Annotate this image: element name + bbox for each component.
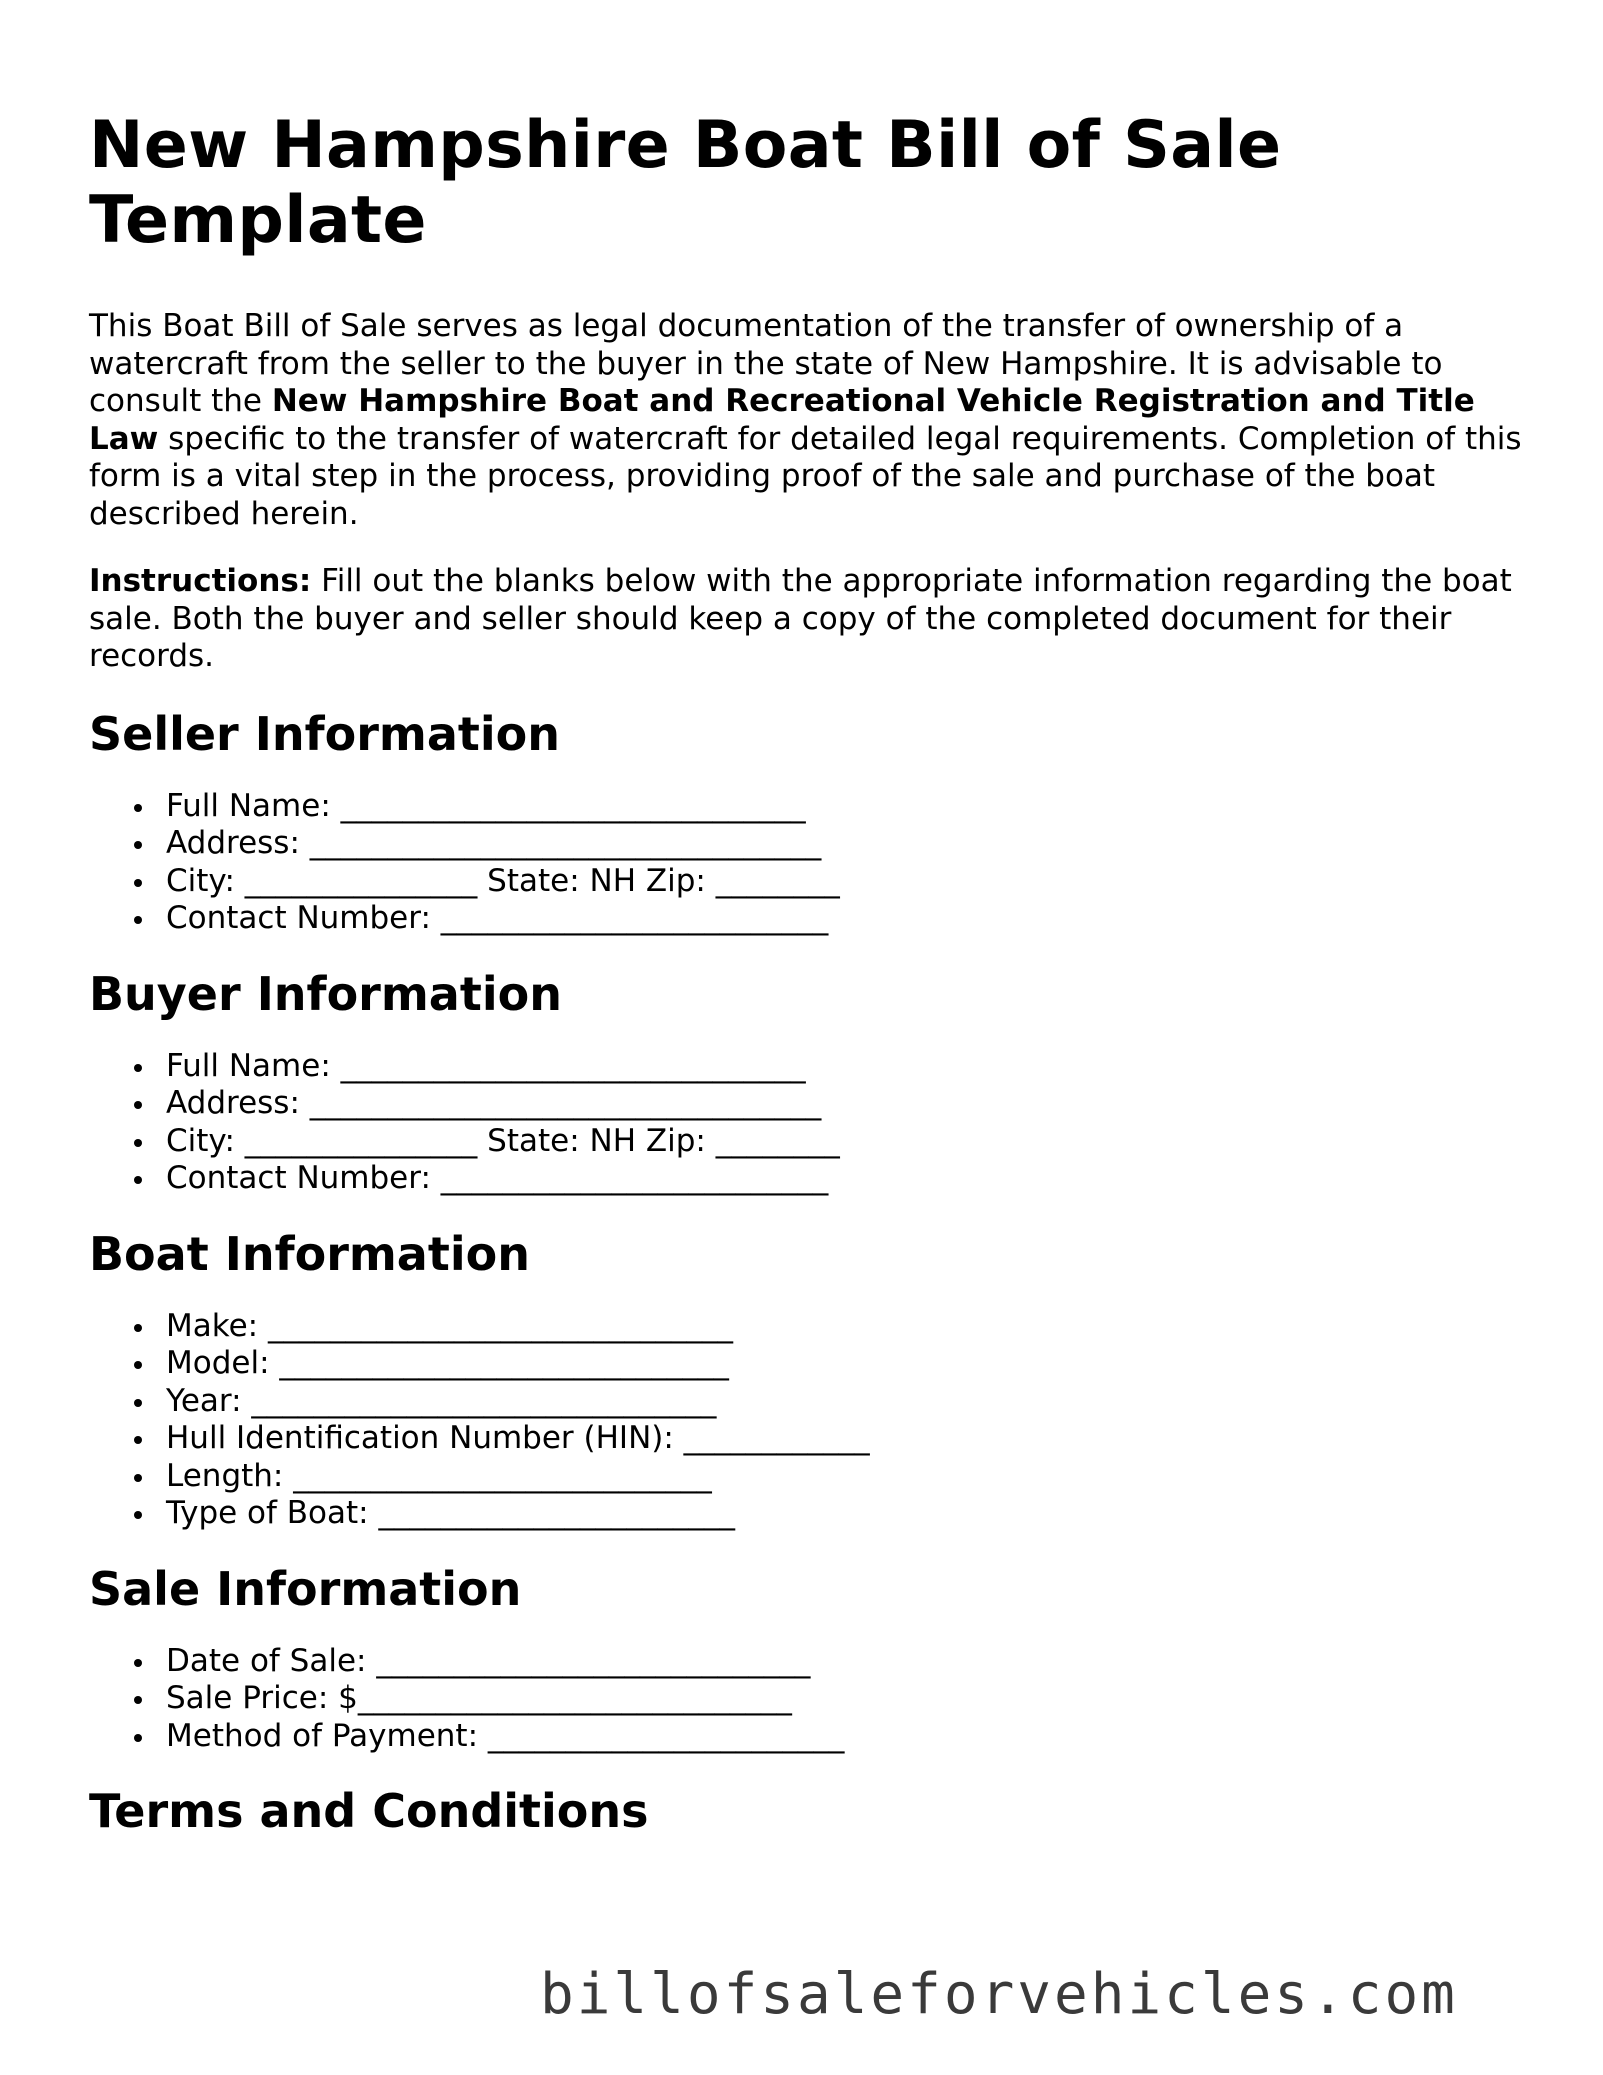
buyer-full-name-field[interactable]: Full Name: ______________________________ xyxy=(89,1048,1529,1086)
buyer-city-state-zip-field[interactable]: City: _______________ State: NH Zip: ________ xyxy=(89,1123,1529,1161)
buyer-fields xyxy=(89,1048,1529,1198)
document-title: New Hampshire Boat Bill of Sale Template xyxy=(89,108,1282,258)
sale-fields xyxy=(89,1643,1529,1756)
seller-address-field[interactable]: Address: _________________________________ xyxy=(89,825,1529,863)
buyer-contact-number-field[interactable]: Contact Number: _________________________ xyxy=(89,1160,1529,1198)
seller-full-name-field[interactable]: Full Name: ______________________________ xyxy=(89,788,1529,826)
boat-heading: Boat Information xyxy=(89,1226,530,1281)
boat-length-field[interactable]: Length: ___________________________ xyxy=(89,1458,1529,1496)
sale-date-field[interactable]: Date of Sale: ____________________________ xyxy=(89,1643,1529,1681)
document-page xyxy=(89,108,1529,1865)
seller-contact-number-field[interactable]: Contact Number: _________________________ xyxy=(89,900,1529,938)
boat-make-field[interactable]: Make: ______________________________ xyxy=(89,1308,1529,1346)
intro-text-2: specific to the transfer of watercraft for detailed legal requirements. Completion of this form is a vital step in the process, providing proof of the sale and purchase of the boat described herein. xyxy=(89,420,1522,532)
instructions-text: Fill out the blanks below with the appropriate information regarding the boat sale. Both the buyer and seller should keep a copy of the completed document for their records. xyxy=(89,563,1512,674)
seller-city-state-zip-field[interactable]: City: _______________ State: NH Zip: ________ xyxy=(89,863,1529,901)
boat-year-field[interactable]: Year: ______________________________ xyxy=(89,1383,1529,1421)
seller-heading: Seller Information xyxy=(89,706,561,761)
site-watermark: billofsaleforvehicles.com xyxy=(540,1962,1458,2027)
seller-fields xyxy=(89,788,1529,938)
instructions-paragraph xyxy=(89,563,1529,676)
sale-heading: Sale Information xyxy=(89,1561,522,1616)
boat-fields xyxy=(89,1308,1529,1533)
boat-model-field[interactable]: Model: _____________________________ xyxy=(89,1345,1529,1383)
buyer-address-field[interactable]: Address: _________________________________ xyxy=(89,1085,1529,1123)
intro-law-name: New Hampshire Boat and Recreational Vehicle Registration and Title Law xyxy=(89,383,1475,457)
intro-paragraph xyxy=(89,308,1529,533)
intro-text-1: This Boat Bill of Sale serves as legal documentation of the transfer of ownership of a watercraft from the seller to the buyer in the state of New Hampshire. It is advisable to consult the xyxy=(89,308,1443,419)
buyer-heading: Buyer Information xyxy=(89,966,562,1021)
boat-hin-field[interactable]: Hull Identification Number (HIN): ____________ xyxy=(89,1420,1529,1458)
sale-payment-method-field[interactable]: Method of Payment: _______________________ xyxy=(89,1718,1529,1756)
instructions-label: Instructions: xyxy=(89,563,312,599)
sale-price-field[interactable]: Sale Price: $____________________________ xyxy=(89,1680,1529,1718)
terms-heading: Terms and Conditions xyxy=(89,1784,649,1838)
boat-type-field[interactable]: Type of Boat: _______________________ xyxy=(89,1495,1529,1533)
